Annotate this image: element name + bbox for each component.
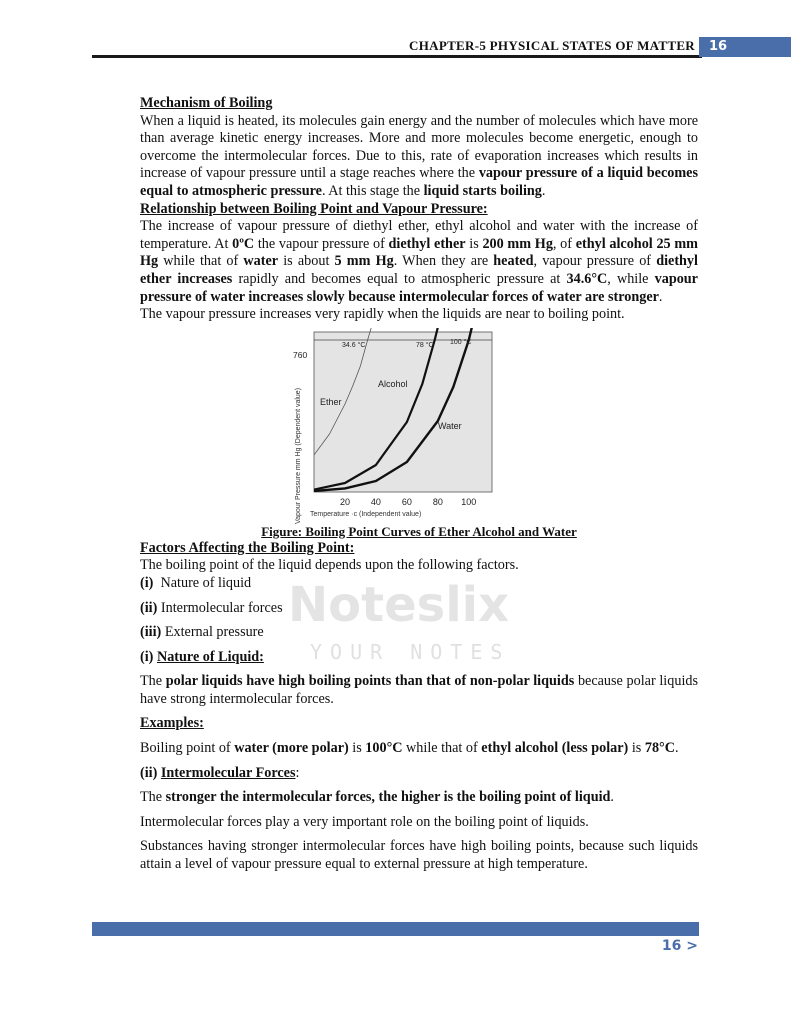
annotation-water-bp: 100 °C <box>450 338 472 346</box>
section-heading-nature: (i) Nature of Liquid: <box>140 648 264 665</box>
header-rule <box>92 55 702 58</box>
footer-bar <box>92 922 699 936</box>
factor-item-2: (ii) Intermolecular forces <box>140 599 283 616</box>
paragraph-imf-3: Substances having stronger intermolecular forces have high boiling points, because such liquids attain a level of vapour pressure equal to external pressure at high temperature. <box>140 838 698 873</box>
paragraph-examples: Boiling point of water (more polar) is 100°C while that of ethyl alcohol (less polar) is 78°C. <box>140 740 679 757</box>
xtick-label: 20 <box>339 496 350 507</box>
xtick-label: 60 <box>401 496 412 507</box>
factors-intro: The boiling point of the liquid depends upon the following factors. <box>140 557 519 574</box>
section-heading-boiling: Mechanism of Boiling <box>140 95 273 111</box>
header-page-number: 16 <box>699 37 791 57</box>
label-alcohol: Alcohol <box>378 378 408 389</box>
section-heading-imf: (ii) Intermolecular Forces: <box>140 764 300 781</box>
paragraph-imf-1: The stronger the intermolecular forces, the higher is the boiling point of liquid. <box>140 789 614 806</box>
factor-item-1: (i) Nature of liquid <box>140 574 252 591</box>
paragraph-imf-2: Intermolecular forces play a very important role on the boiling point of liquids. <box>140 813 589 830</box>
label-ether: Ether <box>320 396 342 407</box>
paragraph-rapid-increase: The vapour pressure increases very rapidly when the liquids are near to boiling point. <box>140 306 625 323</box>
annotation-alcohol-bp: 78 °C <box>416 341 434 349</box>
chart-ylabel: Vapour Pressure mm Hg (Dependent value) <box>295 387 302 524</box>
page-header <box>92 37 791 59</box>
xtick-label: 100 <box>461 496 477 507</box>
watermark-tagline: YOUR NOTES <box>310 640 511 664</box>
factor-item-3: (iii) External pressure <box>140 624 264 641</box>
ytick-760: 760 <box>293 349 308 360</box>
footer-page-number: 16 > <box>661 938 698 954</box>
section-heading-relationship: Relationship between Boiling Point and Vapour Pressure: <box>140 200 488 217</box>
label-water: Water <box>438 420 462 431</box>
paragraph-relationship: The increase of vapour pressure of diethyl ether, ethyl alcohol and water with the increase of temperature. At 0ºC the vapour pressure of diethyl ether is 200 mm Hg, of ethyl alcohol 25 mm Hg while that of water is about 5 mm Hg. When they are heated, vapour pressure of diethyl ether increases rapidly and becomes equal to atmospheric pressure at 34.6°C, while vapour pressure of water increases slowly because intermolecular forces of water are stronger. <box>140 218 698 305</box>
chart-xlabel: Temperature ·c (Independent value) <box>310 510 422 518</box>
boiling-point-figure <box>140 328 698 528</box>
annotation-ether-bp: 34.6 °C <box>342 341 366 349</box>
paragraph-nature: The polar liquids have high boiling points than that of non-polar liquids because polar liquids have strong intermolecular forces. <box>140 673 698 707</box>
xtick-label: 40 <box>370 496 381 507</box>
chapter-title: CHAPTER-5 PHYSICAL STATES OF MATTER <box>409 38 695 53</box>
boiling-point-chart <box>290 328 510 526</box>
figure-caption: Figure: Boiling Point Curves of Ether Alcohol and Water <box>261 523 577 539</box>
paragraph-boiling: When a liquid is heated, its molecules gain energy and the number of molecules which have more than average kinetic energy increases. More and more molecules become energetic, enough to overcome the intermolecular forces. Due to this, rate of evaporation increases which results in increase of vapour pressure until a stage reaches where the vapour pressure of a liquid becomes equal to atmospheric pressure. At this stage the liquid starts boiling. <box>140 112 698 199</box>
xtick-label: 80 <box>432 496 443 507</box>
section-heading-examples: Examples: <box>140 715 204 732</box>
watermark-brand: Noteslix <box>288 577 510 633</box>
section-heading-factors: Factors Affecting the Boiling Point: <box>140 539 355 556</box>
page-content <box>140 95 698 874</box>
